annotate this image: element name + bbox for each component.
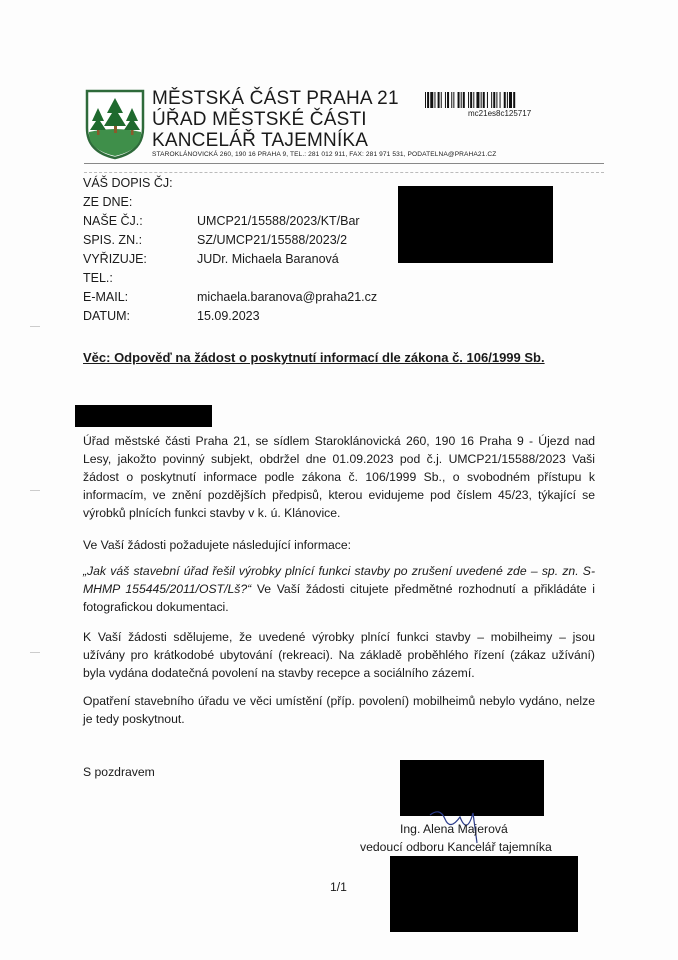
barcode-bar [458, 92, 460, 108]
meta-value: UMCP21/15588/2023/KT/Bar [197, 214, 360, 228]
meta-value: JUDr. Michaela Baranová [197, 252, 339, 266]
barcode-bar [500, 92, 501, 108]
barcode-bar [507, 92, 508, 108]
meta-label: DATUM: [83, 309, 130, 323]
header-divider-secondary [84, 172, 604, 173]
barcode-bar [434, 92, 435, 108]
barcode-bar [491, 92, 492, 108]
signer-title: vedoucí odboru Kancelář tajemníka [360, 840, 552, 854]
quoted-request: „Jak váš stavební úřad řešil výrobky plnící funkci stavby po zrušení uvedené zde – sp. zn. S-MHMP 155445/2011/OST/Lš?“ [83, 564, 595, 596]
barcode-bar [493, 92, 495, 108]
barcode [425, 92, 587, 108]
redacted-salutation [75, 405, 212, 427]
barcode-bar [513, 92, 515, 108]
barcode-bar [483, 92, 485, 108]
barcode-bar [496, 92, 497, 108]
quote-followup: Ve Vaší žádosti citujete předmětné rozhodnutí a přikládáte i fotografickou dokumentaci. [83, 582, 595, 614]
barcode-bar [487, 92, 488, 108]
barcode-bar [504, 92, 506, 108]
barcode-bar [481, 92, 482, 108]
barcode-bar [430, 92, 433, 108]
barcode-bar [476, 92, 479, 108]
header-divider [84, 163, 604, 164]
letter-subject: Věc: Odpověď na žádost o poskytnutí informací dle zákona č. 106/1999 Sb. [83, 350, 545, 365]
barcode-bar [425, 92, 426, 108]
meta-label: NAŠE ČJ.: [83, 214, 143, 228]
barcode-bar [453, 92, 454, 108]
body-paragraph-1: Úřad městské části Praha 21, se sídlem Staroklánovická 260, 190 16 Praha 9 - Újezd nad Lesy, jakožto povinný subjekt, obdržel dne 01.09.2023 pod č.j. UMCP21/15588/2023 Vaši žádost o poskytnutí informace podle zákona č. 106/1999 Sb., o svobodném přístupu k informacím, ve znění pozdějších předpisů, kterou evidujeme pod číslem 45/23, týkající se výrobků plnících funkci stavby v k. ú. Klánovice. [83, 434, 595, 520]
barcode-bar [468, 92, 469, 108]
organization-name [152, 88, 399, 151]
barcode-bar [445, 92, 446, 108]
org-name-line-1: MĚSTSKÁ ČÁST PRAHA 21 [152, 88, 399, 109]
barcode-bar [473, 92, 474, 108]
barcode-bar [438, 92, 440, 108]
meta-value: michaela.baranova@praha21.cz [197, 290, 378, 304]
body-paragraph-3 [83, 562, 595, 616]
barcode-bar [427, 92, 429, 108]
meta-value: 15.09.2023 [197, 309, 260, 323]
org-address: STAROKLÁNOVICKÁ 260, 190 16 PRAHA 9, TEL.: 281 012 911, FAX: 281 971 531, PODATELNA@PRAHA21.CZ [152, 151, 497, 158]
barcode-bar [447, 92, 449, 108]
meta-label: ZE DNE: [83, 195, 133, 209]
barcode-bar [463, 92, 465, 108]
meta-label: TEL.: [83, 271, 113, 285]
meta-label: E-MAIL: [83, 290, 129, 304]
coat-of-arms-trees-icon [84, 88, 146, 160]
org-name-line-2: ÚŘAD MĚSTSKÉ ČÁSTI [152, 109, 367, 130]
scan-margin-mark [30, 326, 40, 327]
barcode-bar [451, 92, 452, 108]
meta-value: SZ/UMCP21/15588/2023/2 [197, 233, 348, 247]
barcode-bar [470, 92, 472, 108]
barcode-bar [441, 92, 442, 108]
body-paragraph-5: Opatření stavebního úřadu ve věci umístění (příp. povolení) mobilheimů nebylo vydáno, nelze je tedy poskytnout. [83, 694, 595, 726]
meta-label: VÁŠ DOPIS ČJ: [83, 176, 173, 190]
barcode-bar [509, 92, 512, 108]
org-name-line-3: KANCELÁŘ TAJEMNÍKA [152, 130, 369, 151]
redacted-footer-stamp [390, 856, 578, 932]
barcode-bar [461, 92, 462, 108]
closing-greeting: S pozdravem [83, 765, 155, 779]
page-number: 1/1 [330, 880, 347, 894]
meta-label: VYŘIZUJE: [83, 252, 147, 266]
body-paragraph-2: Ve Vaší žádosti požadujete následující informace: [83, 538, 352, 552]
coat-of-arms-logo [84, 88, 146, 160]
meta-label: SPIS. ZN.: [83, 233, 143, 247]
barcode-number: mc21es8c125717 [468, 109, 532, 118]
signer-name: Ing. Alena Majerová [400, 822, 508, 836]
body-paragraph-4: K Vaší žádosti sdělujeme, že uvedené výrobky plnící funkci stavby – mobilheimy – jsou užívány pro krátkodobé ubytování (rekreaci). Na základě proběhlého řízení (zákaz užívání) byla vydána dodatečná povolení na stavby recepce a sociálního zázemí. [83, 630, 595, 680]
redacted-recipient-address [398, 186, 553, 263]
scan-margin-mark [30, 652, 40, 653]
scan-margin-mark [30, 490, 40, 491]
